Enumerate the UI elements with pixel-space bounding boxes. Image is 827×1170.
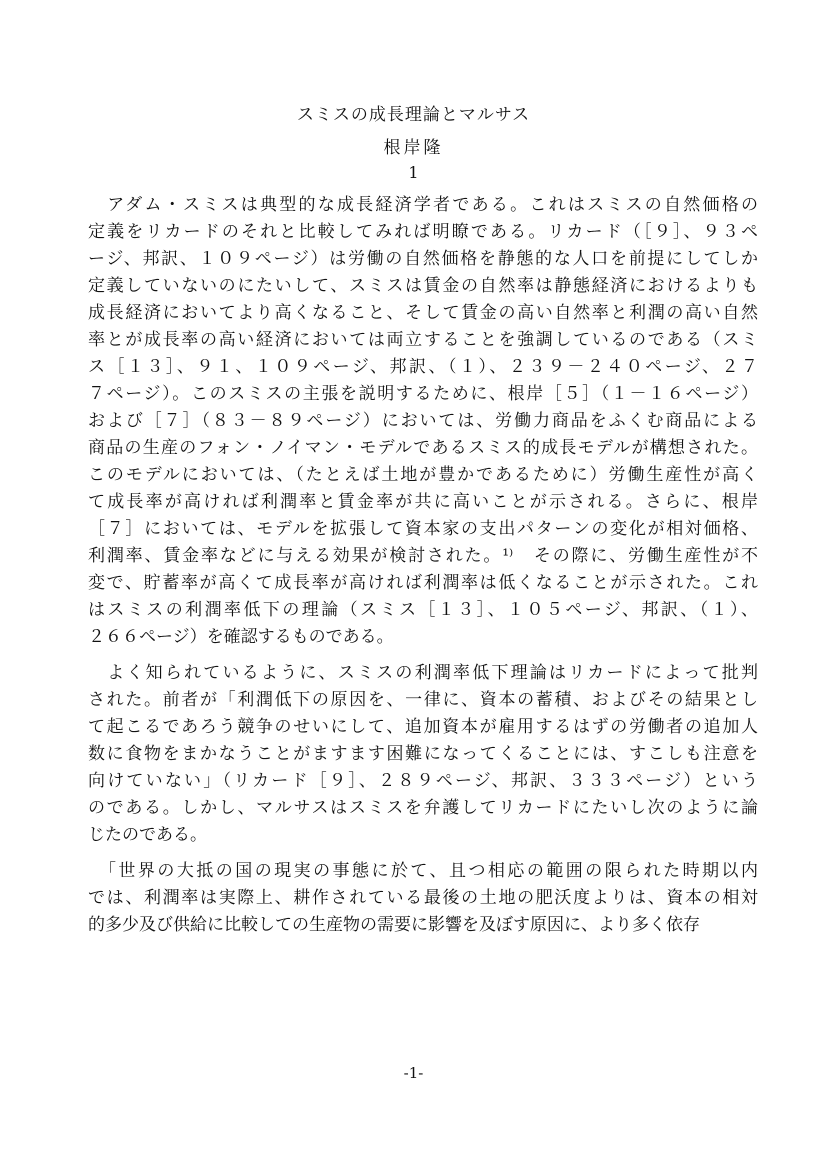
text-line: 定義していないのにたいして、スミスは賃金の自然率は静態経済におけるよりも (88, 276, 758, 296)
text-line: では、利潤率は実際上、耕作されている最後の土地の肥沃度よりは、資本の相対 (88, 888, 758, 908)
text-line: て起こるであろう競争のせいにして、追加資本が雇用するはずの労働者の追加人 (88, 717, 758, 737)
text-line: ２６６ページ）を確認するものである。 (88, 627, 394, 647)
text-line: 数に食物をまかなうことがますます困難になってくることには、すこしも注意を (88, 744, 758, 764)
text-line: て成長率が高ければ利潤率と賃金率が共に高いことが示される。さらに、根岸 (88, 492, 758, 512)
text-line: じたのである。 (88, 825, 207, 845)
page-number: -1- (403, 1064, 424, 1082)
text-line: 率とが成長率の高い経済においては両立することを強調しているのである（スミ (88, 330, 758, 350)
text-line: 変で、貯蓄率が高くて成長率が高ければ利潤率は低くなることが示された。これ (88, 573, 758, 593)
text-line: ージ、邦訳、１０９ページ）は労働の自然価格を静態的な人口を前提にしてしか (88, 249, 758, 269)
text-line: ス［１３］、９１、１０９ページ、邦訳、（１）、２３９－２４０ページ、２７ (88, 357, 758, 377)
text-line: および［７］（８３－８９ページ）においては、労働力商品をふくむ商品による (88, 411, 758, 431)
paragraph (88, 858, 758, 939)
body-text (88, 192, 758, 939)
text-line: アダム・スミスは典型的な成長経済学者である。これはスミスの自然価格の (88, 195, 758, 215)
text-line: 商品の生産のフォン・ノイマン・モデルであるスミス的成長モデルが構想された。 (88, 438, 758, 458)
text-line: のである。しかし、マルサスはスミスを弁護してリカードにたいし次のように論 (88, 798, 758, 818)
text-line: 的多少及び供給に比較しての生産物の需要に影響を及ぼす原因に、より多く依存 (88, 915, 700, 935)
text-line: 定義をリカードのそれと比較してみれば明瞭である。リカード（［９］、９３ペ (88, 222, 758, 242)
paragraph (88, 192, 758, 651)
section-number: 1 (408, 163, 419, 182)
paper-title: スミスの成長理論とマルサス (296, 105, 531, 125)
paragraph (88, 660, 758, 849)
text-line: 「世界の大抵の国の現実の事態に於て、且つ相応の範囲の限られた時期以内 (88, 861, 758, 881)
text-line: ７ページ）。このスミスの主張を説明するために、根岸［５］（１－１６ページ） (88, 384, 758, 404)
text-line: された。前者が「利潤低下の原因を、一律に、資本の蓄積、およびその結果とし (88, 690, 758, 710)
text-line: 成長経済においてより高くなること、そして賃金の高い自然率と利潤の高い自然 (88, 303, 758, 323)
author-name: 根岸隆 (383, 138, 444, 158)
text-line: 利潤率、賃金率などに与える効果が検討された。¹⁾ その際に、労働生産性が不 (88, 546, 758, 566)
text-line: 向けていない」（リカード［９］、２８９ページ、邦訳、３３３ページ）という (88, 771, 758, 791)
text-line: はスミスの利潤率低下の理論（スミス［１３］、１０５ページ、邦訳、（１）、 (88, 600, 758, 620)
text-line: このモデルにおいては、（たとえば土地が豊かであるために）労働生産性が高く (88, 465, 758, 485)
text-line: よく知られているように、スミスの利潤率低下理論はリカードによって批判 (88, 663, 758, 683)
text-line: ［７］においては、モデルを拡張して資本家の支出パターンの変化が相対価格、 (88, 519, 758, 539)
